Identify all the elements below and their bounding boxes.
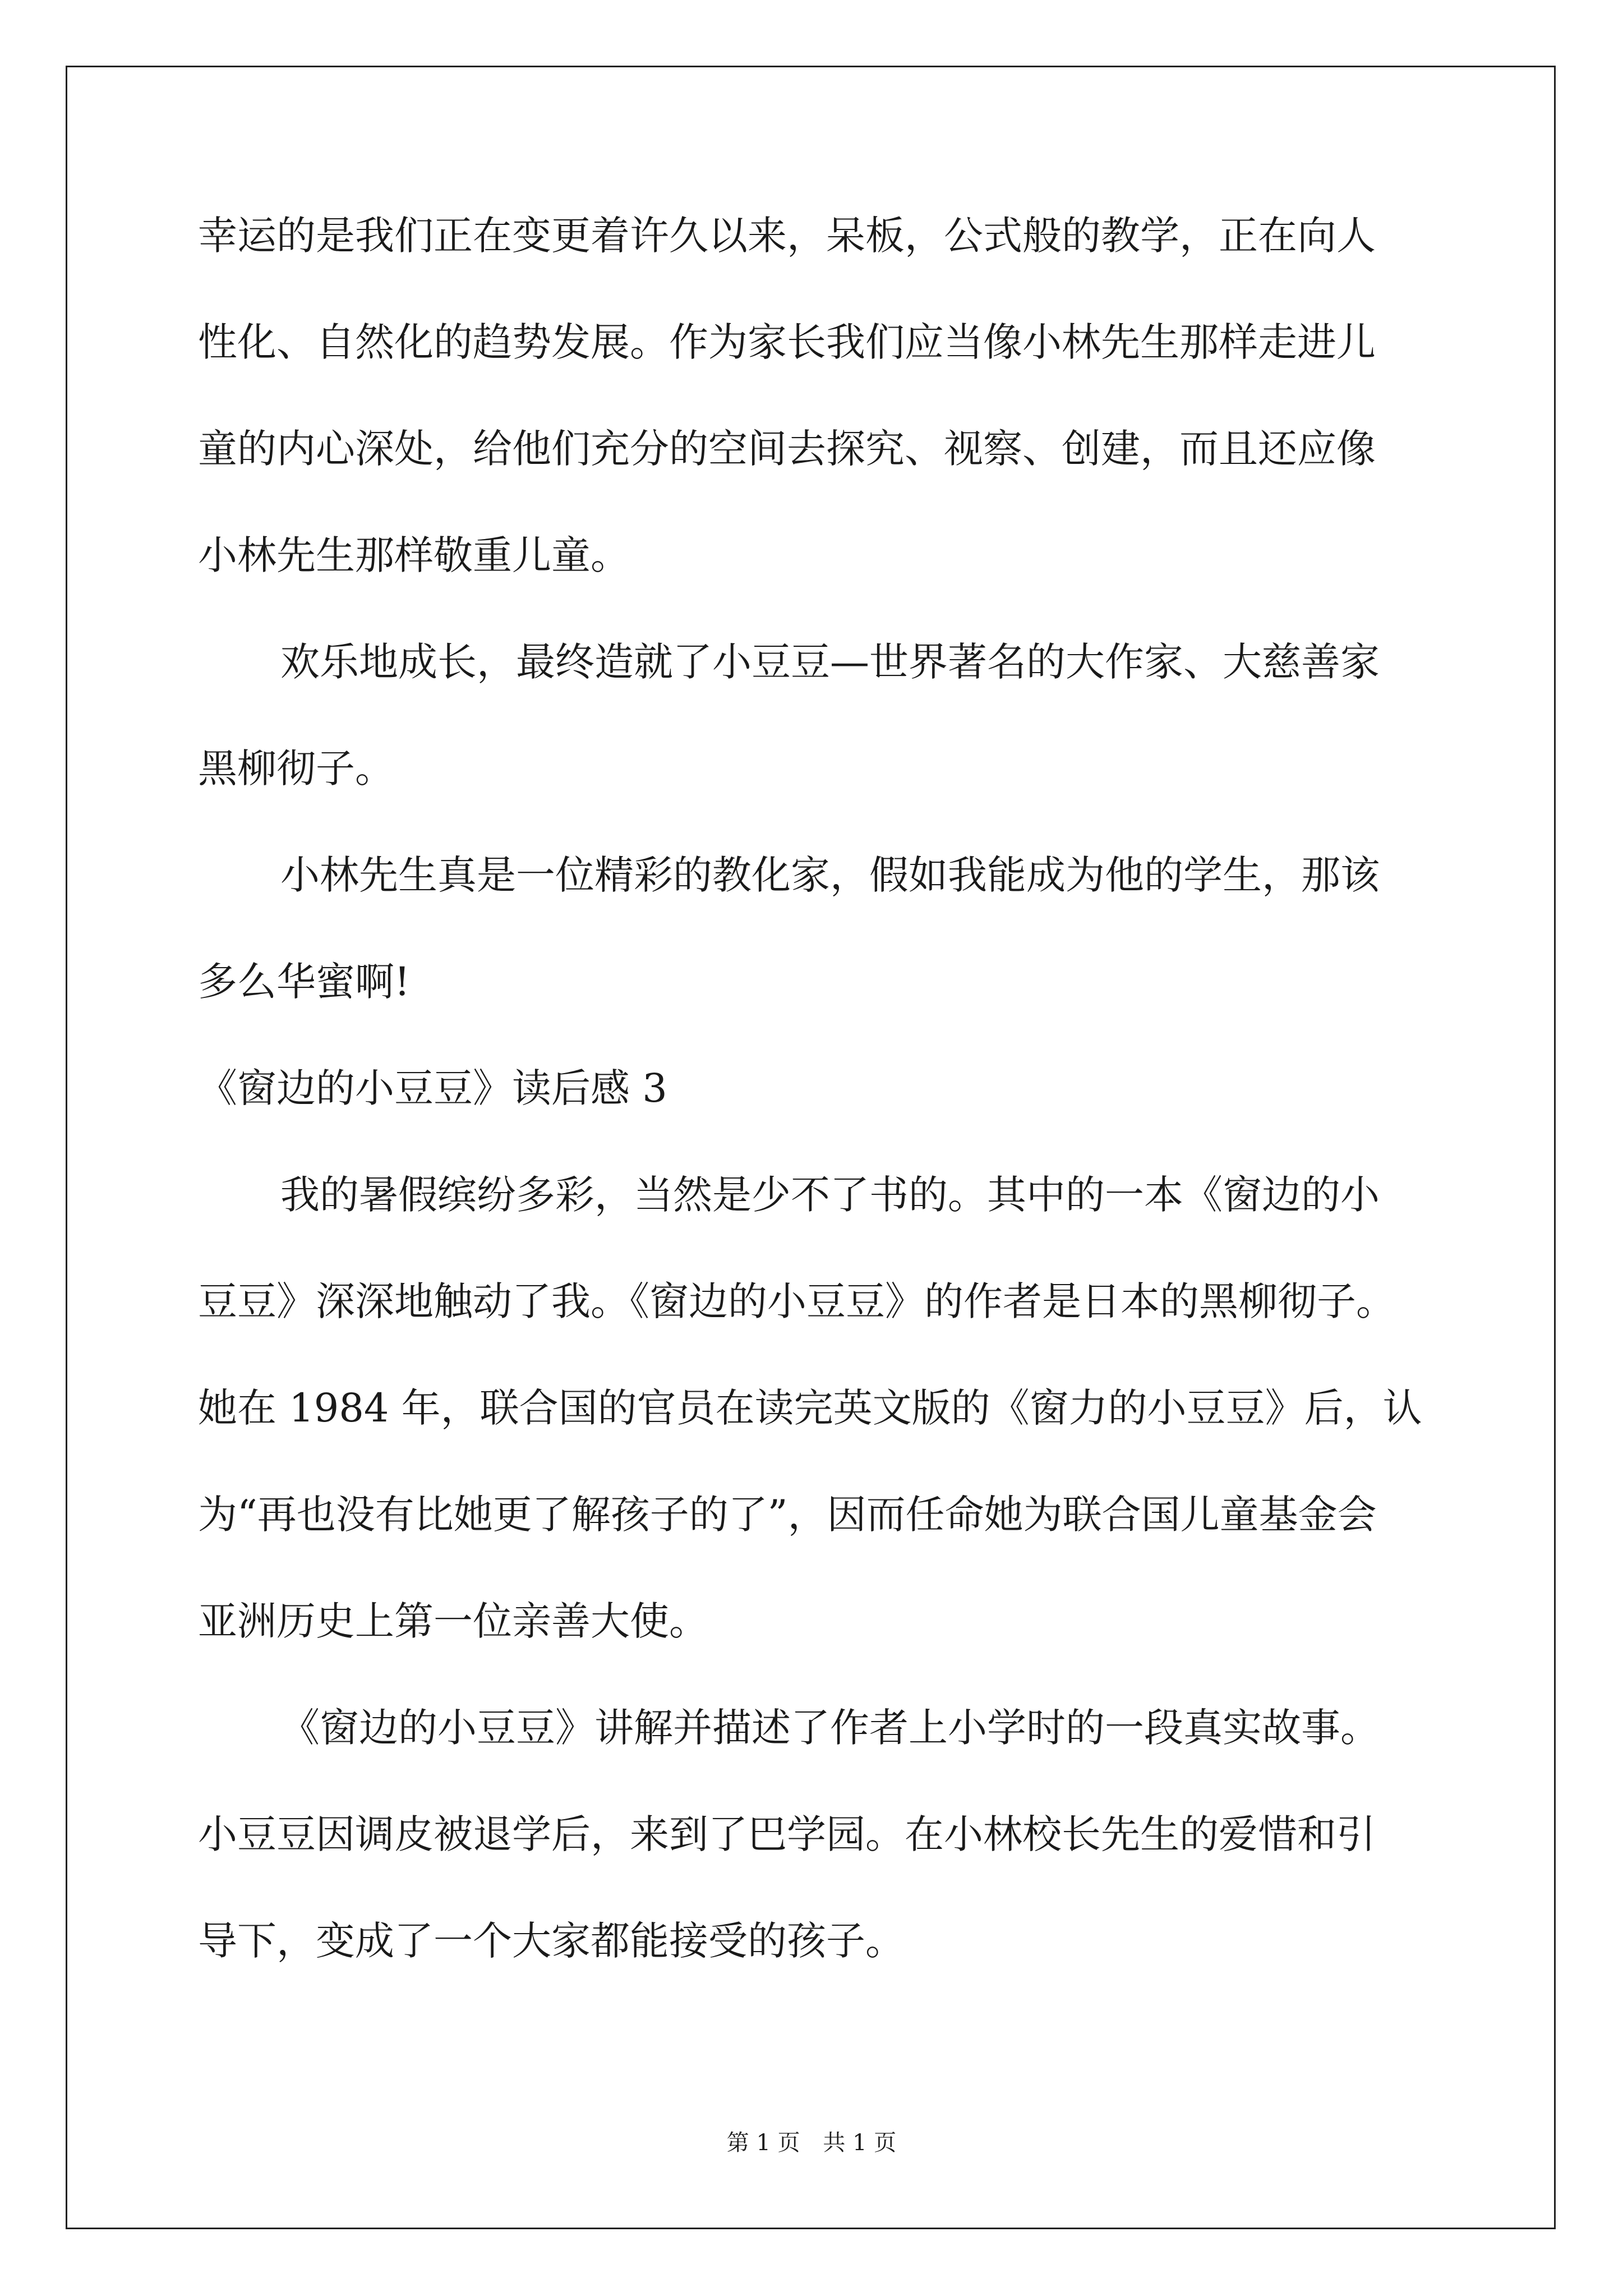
page-footer [0,2129,1623,2157]
paragraph-line: 豆豆》深深地触动了我。《窗边的小豆豆》的作者是日本的黑柳彻子。 [198,1278,1395,1324]
paragraph-line: 小豆豆因调皮被退学后，来到了巴学园。在小林校长先生的爱惜和引 [198,1811,1376,1857]
paragraph-line: 她在 1984 年，联合国的官员在读完英文版的《窗力的小豆豆》后，认 [198,1385,1422,1431]
page-number: 第 1 页 [726,2130,800,2156]
paragraph-line: 导下，变成了一个大家都能接受的孩子。 [198,1918,905,1964]
paragraph-line: 幸运的是我们正在变更着许久以来，呆板，公式般的教学，正在向人 [198,213,1376,259]
paragraph-line: 欢乐地成长，最终造就了小豆豆—世界著名的大作家、大慈善家 [280,639,1380,685]
paragraph-line: 黑柳彻子。 [198,746,394,792]
paragraph-line: 性化、自然化的趋势发展。作为家长我们应当像小林先生那样走进儿 [198,319,1376,365]
paragraph-line: 我的暑假缤纷多彩，当然是少不了书的。其中的一本《窗边的小 [280,1172,1380,1218]
paragraph-line: 童的内心深处，给他们充分的空间去探究、视察、创建，而且还应像 [198,426,1376,472]
page-total: 共 1 页 [823,2130,897,2156]
paragraph-line: 亚洲历史上第一位亲善大使。 [198,1598,708,1644]
section-heading: 《窗边的小豆豆》读后感 3 [198,1065,667,1111]
page-frame [66,66,1556,2229]
paragraph-line: 小林先生那样敬重儿童。 [198,532,630,578]
paragraph-line: 小林先生真是一位精彩的教化家，假如我能成为他的学生，那该 [280,852,1380,898]
paragraph-line: 为“再也没有比她更了解孩子的了”，因而任命她为联合国儿童基金会 [198,1492,1377,1538]
paragraph-line: 多么华蜜啊! [198,959,411,1005]
paragraph-line: 《窗边的小豆豆》讲解并描述了作者上小学时的一段真实故事。 [280,1705,1380,1751]
